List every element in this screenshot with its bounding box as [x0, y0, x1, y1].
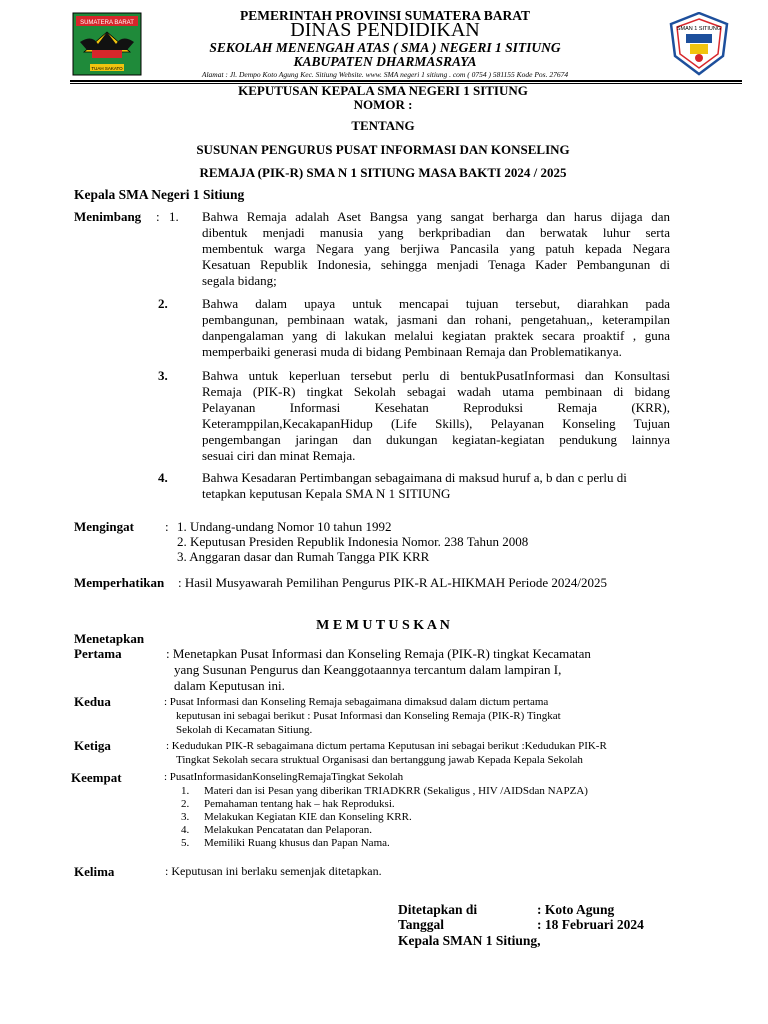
keempat-heading: : PusatInformasidanKonselingRemajaTingkat Sekolah	[164, 771, 404, 783]
menimbang-item2-line: Bahwa dalam upaya untuk mencapai tujuan tersebut, diarahkan pada	[202, 296, 670, 311]
title-nomor: NOMOR :	[353, 97, 413, 112]
header-address: Alamat : Jl. Dempo Koto Agung Kec. Sitiung Website. www. SMA negeri 1 sitiung . com ( 0754 ) 581155 Kode Pos. 27674	[201, 70, 569, 79]
menimbang-item3-line: pengembangan jaringan dan dukungan kegiatan-kegiatan pendukung lainnya	[202, 432, 670, 447]
ketiga-label: Ketiga	[74, 738, 111, 753]
keempat-num: 2.	[181, 798, 190, 810]
keempat-item: Melakukan Kegiatan KIE dan Konseling KRR.	[204, 811, 412, 823]
title-line5: REMAJA (PIK-R) SMA N 1 SITIUNG MASA BAKTI 2024 / 2025	[199, 165, 567, 180]
menetapkan-label: Menetapkan	[74, 631, 145, 646]
keempat-num: 4.	[181, 824, 190, 836]
kedua-line: : Pusat Informasi dan Konseling Remaja sebagaimana dimaksud dalam dictum pertama	[164, 696, 549, 708]
pertama-line: yang Susunan Pengurus dan Keanggotaannya tercantum dalam lampiran I,	[174, 662, 562, 677]
menimbang-label: Menimbang	[74, 209, 142, 224]
sumbar-logo-bottom-text: TUAH SAKATO	[91, 66, 123, 71]
ditetapkan-value: : Koto Agung	[537, 902, 615, 917]
kelima-label: Kelima	[74, 864, 115, 879]
memperhatikan-text: : Hasil Musyawarah Pemilihan Pengurus PIK-R AL-HIKMAH Periode 2024/2025	[178, 575, 607, 590]
tanggal-label: Tanggal	[398, 917, 445, 932]
ketiga-line: Tingkat Sekolah secara struktual Organisasi dan bertanggung jawab Kepada Kepala Sekolah	[176, 754, 583, 766]
school-logo	[668, 12, 730, 76]
memutuskan-heading: M E M U T U S K A N	[316, 618, 450, 633]
menimbang-item2-line: danpengalaman yang di lakukan melalui kegiatan praktek secara proaktif , guna	[202, 328, 670, 343]
menimbang-item3-line: Bahwa untuk keperluan tersebut perlu di bentukPusatInformasi dan Konsultasi	[202, 368, 670, 383]
ditetapkan-label: Ditetapkan di	[398, 902, 478, 917]
menimbang-num-2: 2.	[158, 296, 168, 311]
school-logo-text: SMAN 1 SITIUNG	[676, 26, 722, 32]
title-tentang: TENTANG	[351, 118, 415, 133]
menimbang-item3-line: Remaja (PIK-R) tingkat Sekolah sebagai wadah utama pembinaan di bidang	[202, 384, 670, 399]
tanggal-value: : 18 Februari 2024	[537, 917, 644, 932]
menimbang-item4-line: Bahwa Kesadaran Pertimbangan sebagaimana di maksud huruf a, b dan c perlu di	[202, 470, 627, 485]
mengingat-item: 2. Keputusan Presiden Republik Indonesia Nomor. 238 Tahun 2008	[177, 534, 529, 549]
menimbang-item1-line: dibentuk menjadi manusia yang berkpribadian dan berwatak luhur serta	[202, 225, 670, 240]
menimbang-item1-line: membentuk warga Negara yang berjiwa Pancasila yang patuh kepada Negara	[202, 241, 670, 256]
header-school: SEKOLAH MENENGAH ATAS ( SMA ) NEGERI 1 SITIUNG	[209, 40, 561, 55]
kedua-label: Kedua	[74, 694, 111, 709]
keempat-num: 3.	[181, 811, 190, 823]
menimbang-item1-line: segala bidang;	[202, 273, 277, 288]
signature-kepala: Kepala SMAN 1 Sitiung,	[398, 933, 541, 948]
menimbang-item1-line: Kesatuan Republik Indonesia, sehingga menjadi Tenaga Kader Pembangunan di	[202, 257, 670, 272]
header-gov: PEMERINTAH PROVINSI SUMATERA BARAT	[240, 8, 530, 23]
keempat-item: Pemahaman tentang hak – hak Reproduksi.	[204, 798, 395, 810]
pertama-line: : Menetapkan Pusat Informasi dan Konseling Remaja (PIK-R) tingkat Kecamatan	[166, 646, 591, 661]
mengingat-item: 1. Undang-undang Nomor 10 tahun 1992	[177, 519, 392, 534]
keempat-num: 5.	[181, 837, 190, 849]
menimbang-item4-line: tetapkan keputusan Kepala SMA N 1 SITIUNG	[202, 486, 451, 501]
menimbang-num-3: 3.	[158, 368, 168, 383]
pertama-line: dalam Keputusan ini.	[174, 678, 285, 693]
menimbang-item3-line: Pelayanan Informasi Kesehatan Reproduksi Remaja (KRR),	[202, 400, 670, 415]
menimbang-num-4: 4.	[158, 470, 168, 485]
keempat-item: Memiliki Ruang khusus dan Papan Nama.	[204, 837, 390, 849]
menimbang-item3-line: Keteramppilan,KecakapanHidup (Life Skills), Pelayanan Konseling Tujuan	[202, 416, 670, 431]
menimbang-item3-line: sesuai ciri dan minat Remaja.	[202, 448, 356, 463]
mengingat-colon: :	[165, 519, 169, 534]
ketiga-line: : Kedudukan PIK-R sebagaimana dictum pertama Keputusan ini sebagai berikut :Kedudukan PIK-R	[166, 740, 607, 752]
sumbar-logo	[72, 12, 142, 76]
menimbang-item1-line: Bahwa Remaja adalah Aset Bangsa yang sangat berharga dan harus dijaga dan	[202, 209, 670, 224]
menimbang-colon: :	[156, 209, 160, 224]
title-line1: KEPUTUSAN KEPALA SMA NEGERI 1 SITIUNG	[238, 83, 528, 98]
menimbang-item2-line: memperbaiki generasi muda di bidang Pembinaan Remaja dan Problematikanya.	[202, 344, 622, 359]
kedua-line: keputusan ini sebagai berikut : Pusat Informasi dan Konseling Remaja (PIK-R) Tingkat	[176, 710, 561, 722]
keempat-num: 1.	[181, 785, 190, 797]
header-dinas: DINAS PENDIDIKAN	[290, 19, 480, 41]
pertama-label: Pertama	[74, 646, 122, 661]
mengingat-label: Mengingat	[74, 519, 134, 534]
title-line4: SUSUNAN PENGURUS PUSAT INFORMASI DAN KONSELING	[196, 142, 570, 157]
kelima-text: : Keputusan ini berlaku semenjak ditetapkan.	[165, 864, 382, 878]
sumbar-logo-top-text: SUMATERA BARAT	[80, 20, 134, 26]
kepala-heading: Kepala SMA Negeri 1 Sitiung	[74, 187, 245, 202]
memperhatikan-label: Memperhatikan	[74, 575, 165, 590]
keempat-label: Keempat	[71, 770, 122, 785]
menimbang-item2-line: pembangunan, pembinaan watak, jasmani dan rohani, pengetahuan,, keterampilan	[202, 312, 670, 327]
menimbang-num-1: 1.	[169, 209, 179, 224]
keempat-item: Melakukan Pencatatan dan Pelaporan.	[204, 824, 372, 836]
mengingat-item: 3. Anggaran dasar dan Rumah Tangga PIK KRR	[177, 549, 430, 564]
keempat-item: Materi dan isi Pesan yang diberikan TRIADKRR (Sekaligus , HIV /AIDSdan NAPZA)	[204, 785, 588, 797]
kedua-line: Sekolah di Kecamatan Sitiung.	[176, 724, 313, 736]
header-regency: KABUPATEN DHARMASRAYA	[293, 54, 477, 69]
